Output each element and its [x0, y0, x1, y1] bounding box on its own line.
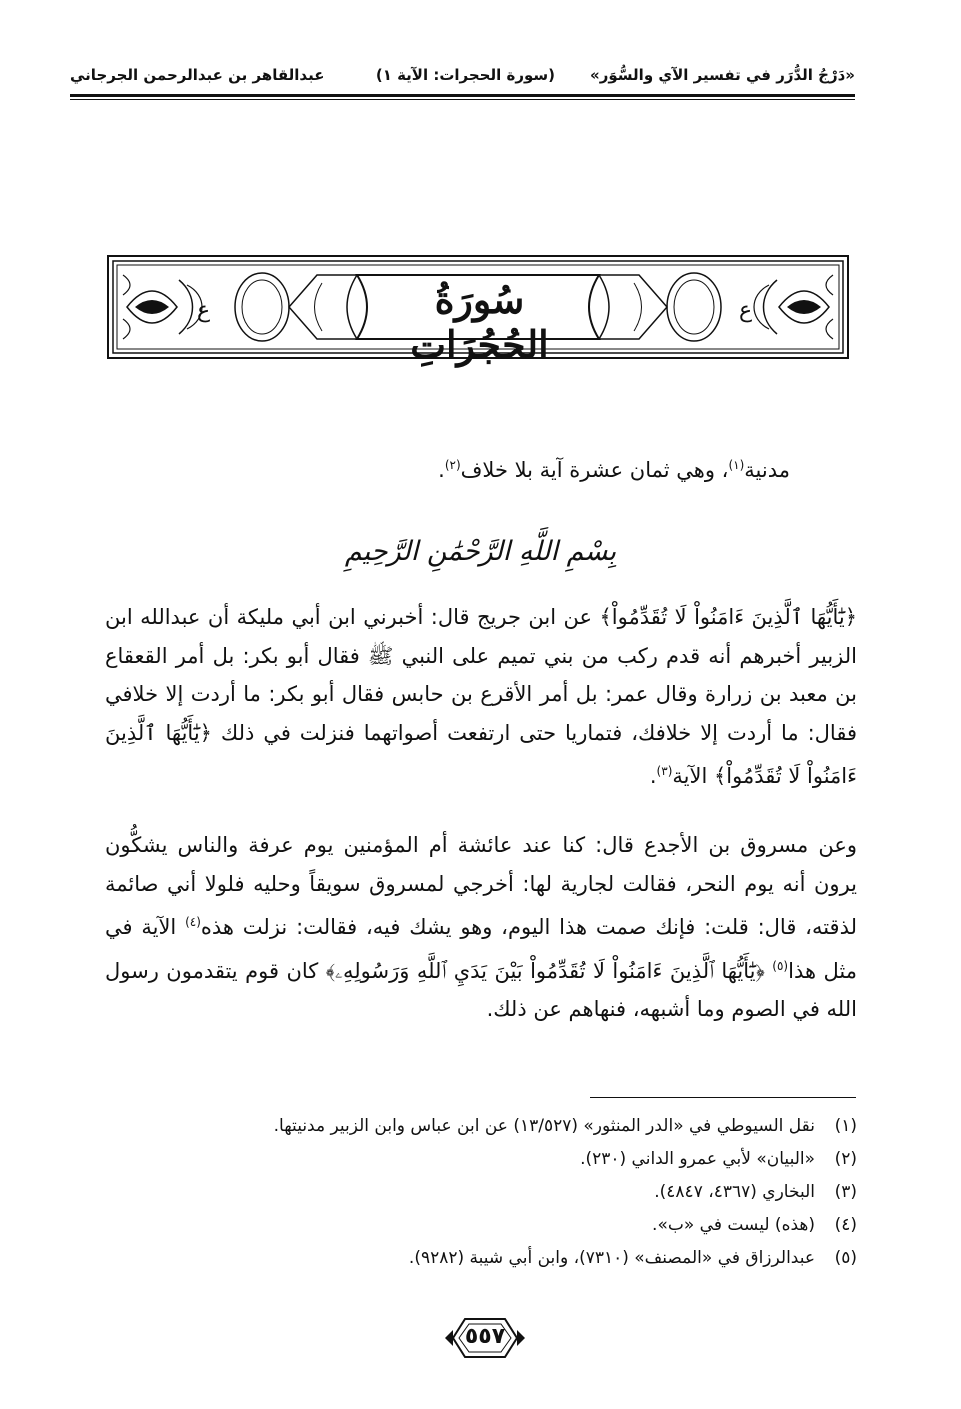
footnote-text: «البيان» لأبي عمرو الداني (٢٣٠).: [580, 1149, 815, 1169]
footnote-number: (٣): [834, 1182, 857, 1202]
body-paragraph-1: [105, 598, 857, 796]
surah-intro: [340, 446, 790, 490]
surah-title: سُورَةُ الحُجُرَاتِ: [410, 277, 549, 367]
footnote-item: [105, 1143, 857, 1176]
footnote-number: (٢): [834, 1149, 857, 1169]
footnote-text: (هذه) ليست في «ب».: [652, 1215, 815, 1235]
intro-text-a: مدنية: [744, 458, 790, 482]
body-paragraph-2: [105, 826, 857, 1029]
running-header: [70, 58, 855, 98]
footnote-ref-3: (٣): [656, 764, 673, 779]
author-name: عبدالقاهر بن عبدالرحمن الجرجاني: [70, 66, 325, 84]
header-rule-thick: [70, 94, 855, 97]
footnote-ref-2: (٢): [444, 458, 461, 472]
page-number: ٥٥٧: [464, 1324, 506, 1349]
footnote-number: (١): [834, 1116, 857, 1136]
footnote-number: (٥): [834, 1248, 857, 1268]
paragraph-2-text-c: ﴿يَٰٓأَيُّهَا ٱلَّذِينَ ءَامَنُواْ لَا تُقَدِّمُواْ بَيْنَ يَدَيِ ٱللَّهِ وَرَسُولِهِۦ﴾ كان قوم يتقدمون رسول الله في الصوم وما أشبهه، فنهاهم عن ذلك.: [105, 958, 857, 1022]
surah-banner: [107, 255, 849, 367]
footnote-item: [105, 1242, 857, 1275]
footnote-number: (٤): [834, 1215, 857, 1235]
footnote-text: نقل السيوطي في «الدر المنثور» (١٣/٥٢٧) عن ابن عباس وابن الزبير مدنيتها.: [273, 1116, 815, 1136]
footnote-ref-5: (٥): [772, 958, 789, 973]
basmala: بِسْمِ اللَّهِ الرَّحْمَٰنِ الرَّحِيمِ: [344, 536, 617, 567]
header-rule-thin: [70, 99, 855, 100]
footnote-ref-1: (١): [728, 458, 745, 472]
intro-text-b: ، وهي ثمان عشرة آية بلا خلاف: [460, 458, 729, 482]
paragraph-1-text: ﴿يَٰٓأَيُّهَا ٱلَّذِينَ ءَامَنُواْ لَا تُقَدِّمُواْ﴾ عن ابن جريج قال: أخبرني ابن أبي مليكة أن عبدالله ابن الزبير أخبرهم أنه قدم ركب من بني تميم على النبي ﷺ فقال أبو بكر: بل أمر القعقاع بن معبد بن زرارة وقال عمر: بل أمر الأقرع بن حابس فقال أبو بكر: ما أردت إلا خلافي فقال: ما أردت إلا خلافك، فتماريا حتى ارتفعت أصواتهما فنزلت في ذلك ﴿يَٰٓأَيُّهَا ٱلَّذِينَ ءَامَنُواْ لَا تُقَدِّمُواْ﴾ الآية: [105, 605, 857, 789]
svg-text:ع: ع: [739, 298, 753, 323]
footnote-item: [105, 1176, 857, 1209]
paragraph-1-end: .: [649, 764, 657, 789]
footnotes: [105, 1110, 857, 1275]
section-reference: (سورة الحجرات: الآية ١): [375, 66, 555, 84]
footnote-text: البخاري (٤٣٦٧، ٤٨٤٧).: [654, 1182, 815, 1202]
paragraph-2-text-a: وعن مسروق بن الأجدع قال: كنا عند عائشة أم المؤمنين يوم عرفة والناس يشكُّون يرون أنه يوم النحر، فقالت لجارية لها: أخرجي لمسروق سويقاً وحليه فلولا أني صائمة لذقته، قال: قلت: فإنك صمت هذا اليوم، وهو يشك فيه، فقالت: نزلت هذه: [105, 833, 858, 940]
paragraph-2-text-b: الآية في مثل هذا: [105, 915, 857, 983]
footnote-item: [105, 1110, 857, 1143]
book-title: «دَرْجُ الدُّرَر في تفسير الآي والسُّوَر»: [590, 66, 855, 84]
footnote-separator: [590, 1097, 856, 1098]
footnote-text: عبدالرزاق في «المصنف» (٧٣١٠)، وابن أبي شيبة (٩٢٨٢).: [408, 1248, 815, 1268]
footnote-item: [105, 1209, 857, 1242]
page-number-ornament: [443, 1315, 527, 1361]
svg-text:ع: ع: [197, 298, 211, 323]
footnote-ref-4: (٤): [185, 915, 201, 930]
intro-text-c: .: [438, 458, 445, 482]
